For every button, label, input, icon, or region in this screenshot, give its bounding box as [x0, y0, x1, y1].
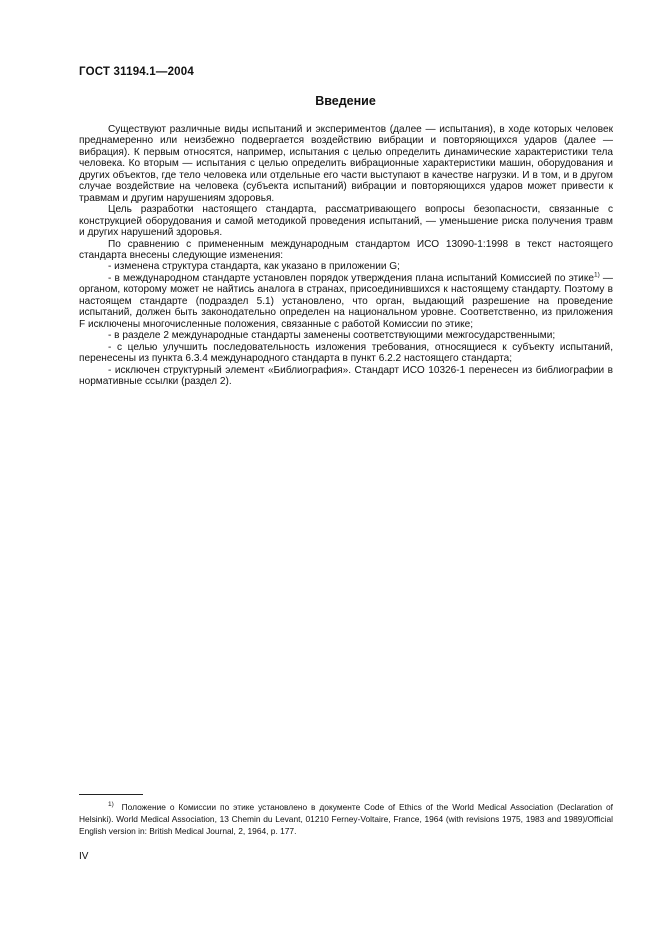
footnote-text: Положение о Комиссии по этике установлено в документе Code of Ethics of the World Medical Association (Declaration of Helsinki). World Medical Association, 13 Chemin du Levant, 01210 Ferney-Voltaire, France, 1964 (with revisions 1975, 1983 and 1989)/Official English version in: British Medical Journal, 2, 1964, p. 177.: [79, 802, 613, 837]
section-title: Введение: [315, 94, 376, 108]
change-item-2-start: - в международном стандарте установлен порядок утверждения плана испытаний Комиссией по этике: [108, 272, 594, 284]
footnote-divider: [79, 794, 143, 795]
paragraph-3: По сравнению с примененным международным стандартом ИСО 13090-1:1998 в текст настоящего стандарта внесены следующие изменения:: [79, 238, 613, 261]
change-item-2-end: — органом, которому может не найтись аналога в странах, присоединившихся к настоящему стандарту. Поэтому в настоящем стандарте (подраздел 5.1) установлено, что орган, выдающий разрешение на проведение испытаний, должен быть законодательно определен на национальном уровне. Соответственно, из приложения F исключены многочисленные положения, связанные с работой Комиссии по этике;: [79, 272, 613, 330]
footnote: [79, 801, 613, 838]
paragraph-1: Существуют различные виды испытаний и экспериментов (далее — испытания), в ходе которых человек преднамеренно или неизбежно подвергается воздействию вибрации и повторяющихся ударов (далее — вибрация). К первым относятся, например, испытания с целью определить динамические характеристики тела человека. Ко вторым — испытания с целью определить вибрационные характеристики машин, оборудования и других объектов, где тело человека или отдельные его части выступают в качестве нагрузки. И в том, и в другом случае воздействие на человека (субъекта испытаний) вибрации и повторяющихся ударов может привести к травмам и другим нарушениям здоровья.: [79, 124, 613, 204]
footnote-paragraph: [79, 801, 613, 838]
document-header: ГОСТ 31194.1—2004: [79, 66, 194, 78]
change-item-3: - в разделе 2 международные стандарты заменены соответствующими межгосударственными;: [108, 330, 556, 342]
change-item-4: - с целью улучшить последовательность изложения требования, относящиеся к субъекту испытаний, перенесены из пункта 6.3.4 международного стандарта в пункт 6.2.2 настоящего стандарта;: [79, 341, 613, 365]
introduction-body: [79, 124, 613, 387]
footnote-reference[interactable]: 1): [593, 271, 600, 279]
page-number: IV: [79, 851, 89, 862]
change-item-5: - исключен структурный элемент «Библиография». Стандарт ИСО 10326-1 перенесен из библиографии в нормативные ссылки (раздел 2).: [79, 364, 613, 387]
paragraph-2: Цель разработки настоящего стандарта, рассматривающего вопросы безопасности, связанные с конструкцией оборудования и самой методикой проведения испытаний, — уменьшение риска получения травм и других нарушений здоровья.: [79, 204, 613, 239]
change-item-1: - изменена структура стандарта, как указано в приложении G;: [108, 261, 400, 273]
footnote-mark: 1): [108, 801, 114, 809]
change-item-2: [79, 273, 613, 330]
section-title-wrapper: [0, 94, 661, 108]
